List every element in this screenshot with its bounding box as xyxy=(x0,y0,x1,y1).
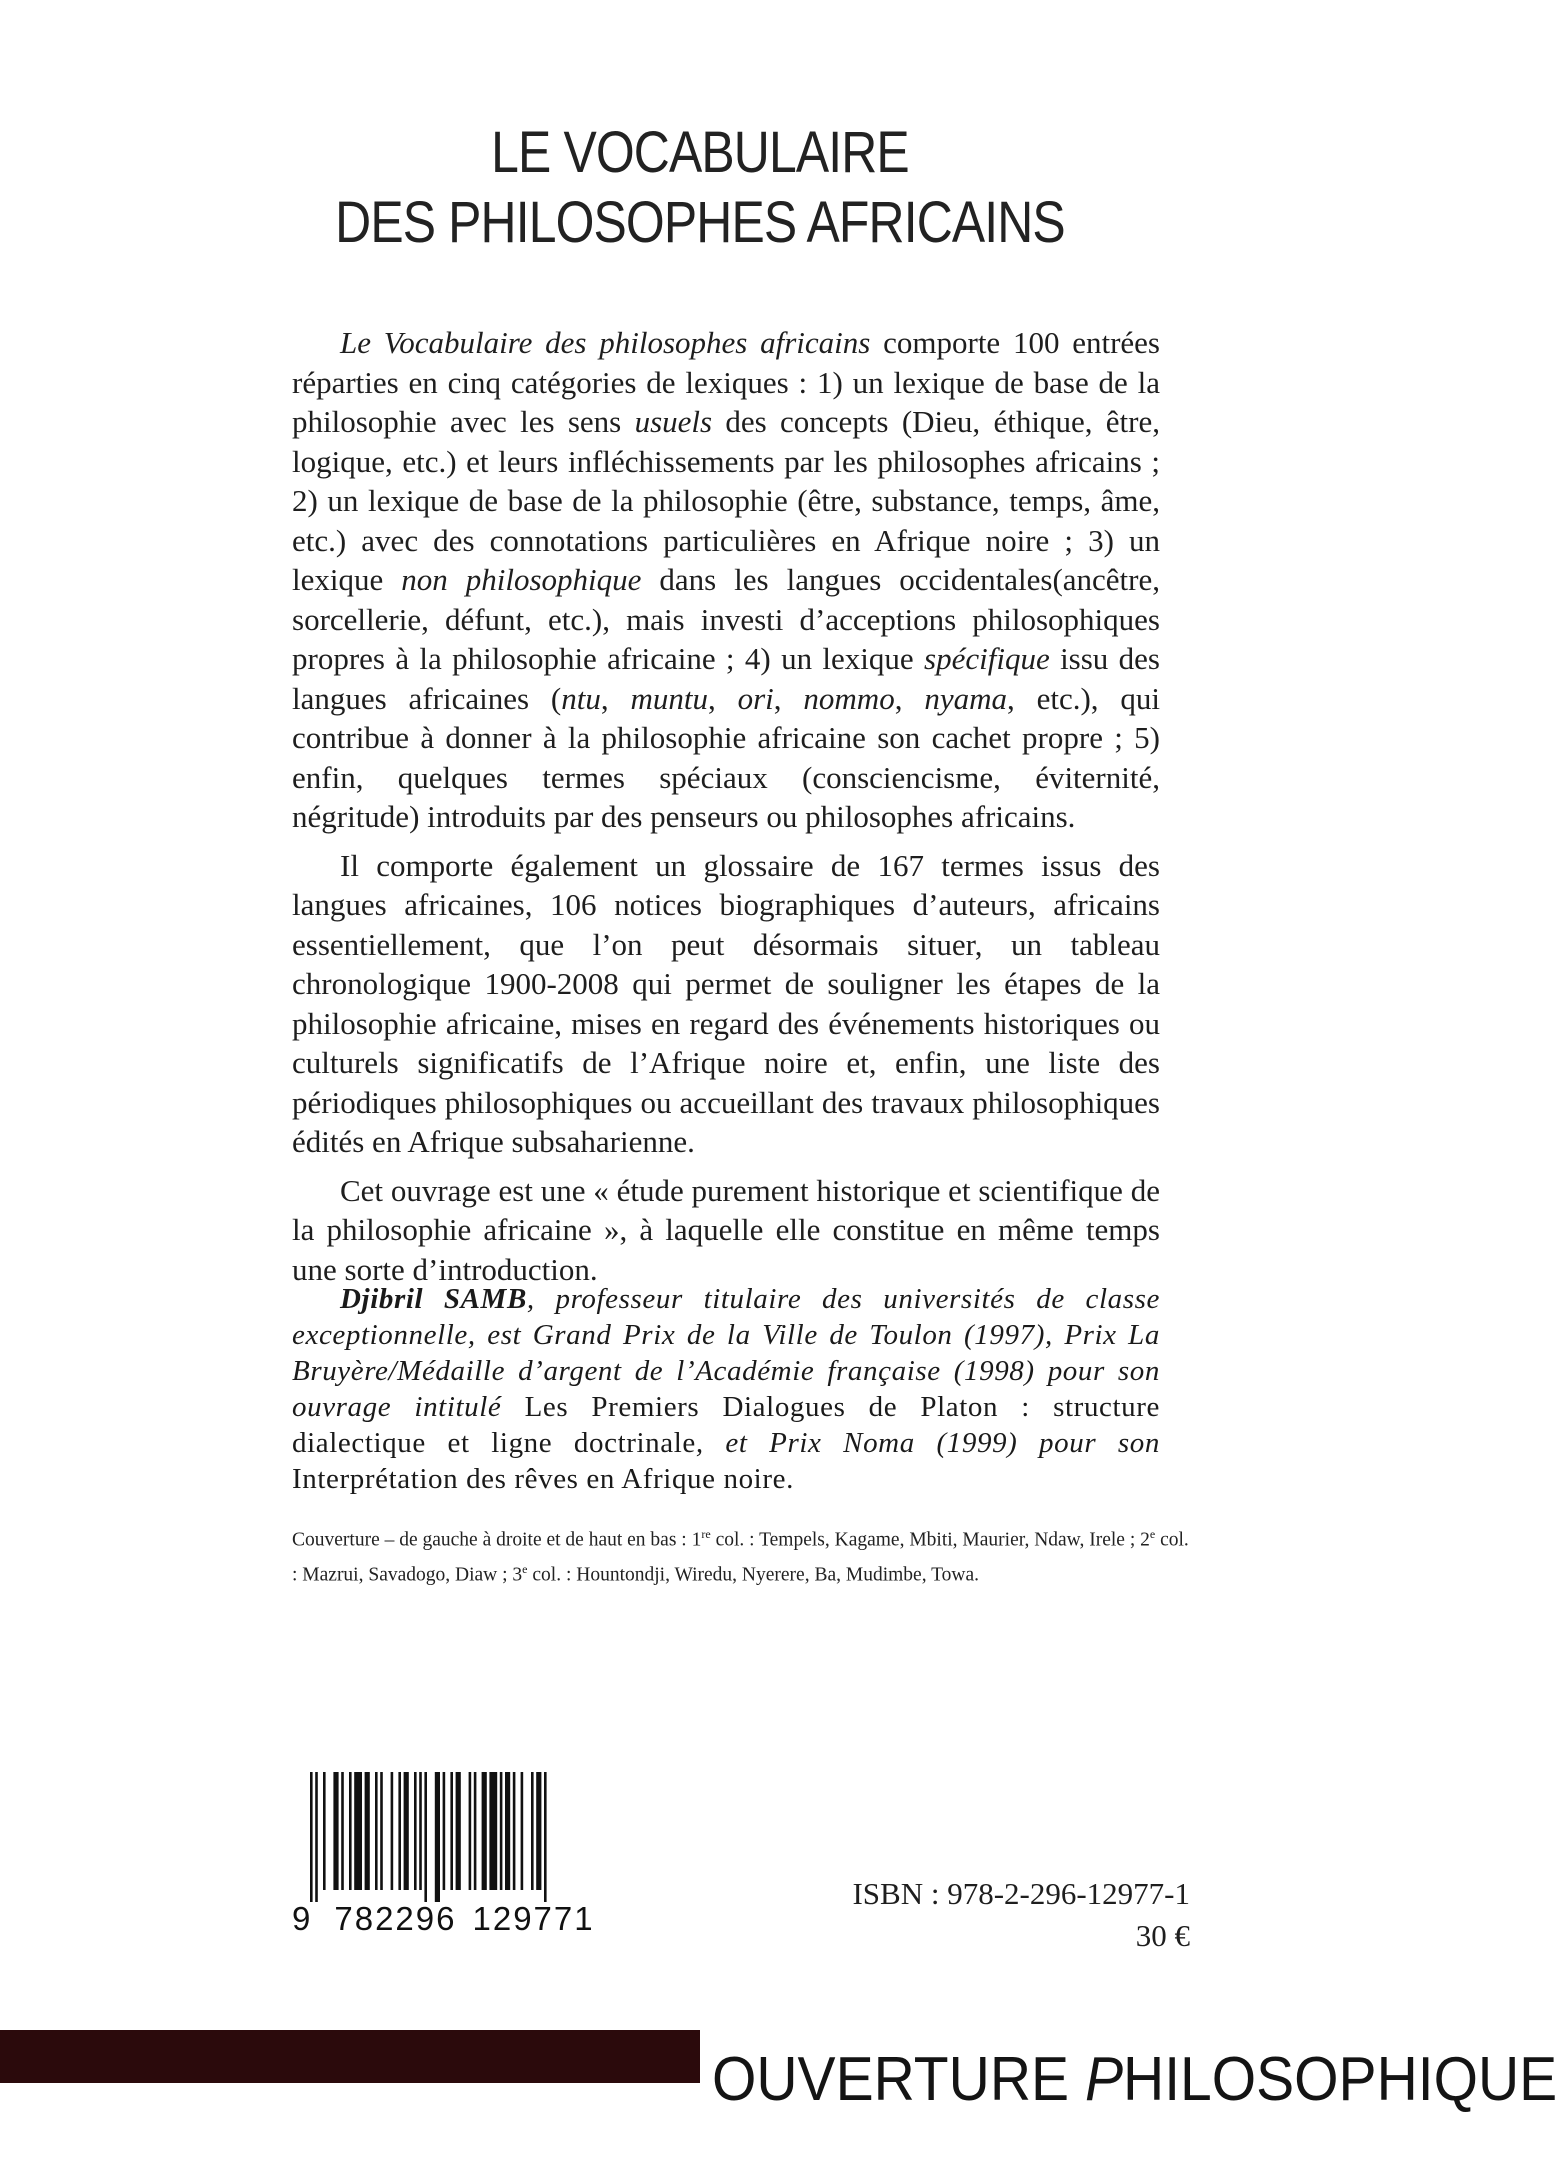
barcode-bar xyxy=(323,1772,326,1890)
isbn-block xyxy=(852,1873,1190,1957)
barcode-bar xyxy=(500,1772,503,1890)
barcode-bar xyxy=(424,1772,427,1902)
barcode-bar xyxy=(380,1772,383,1890)
barcode xyxy=(292,1772,616,1944)
barcode-bar xyxy=(398,1772,401,1890)
barcode-bar xyxy=(544,1772,547,1902)
barcode-bar xyxy=(489,1772,497,1890)
author-name: Djibril SAMB xyxy=(340,1283,527,1315)
barcode-bar xyxy=(349,1772,352,1890)
barcode-bar xyxy=(404,1772,409,1890)
barcode-bar xyxy=(505,1772,510,1890)
barcode-bar xyxy=(333,1772,338,1890)
barcode-bar xyxy=(435,1772,440,1902)
barcode-bar xyxy=(521,1772,524,1890)
barcode-bar xyxy=(391,1772,394,1890)
contents-paragraph: Il comporte également un glossaire de 167 termes issus des langues africaines, 106 notices biographiques d’auteurs, africains essentiellement, que l’on peut désormais situer, un tableau chronologique 1900-2008 qui permet de souligner les étapes de la philosophie africaine, mises en regard des événements historiques ou culturels significatifs de l’Afrique noire et, enfin, une liste des périodiques philosophiques ou accueillant des travaux philosophiques édités en Afrique subsaharienne. xyxy=(292,847,1160,1159)
summary-paragraph: Cet ouvrage est une « étude purement historique et scientifique de la philosophie africaine », à laquelle elle constitue en même temps une sorte d’introduction. xyxy=(292,1172,1160,1287)
barcode-bar xyxy=(536,1772,541,1890)
barcode-bar xyxy=(482,1772,487,1890)
book-title xyxy=(98,118,1302,258)
barcode-bar xyxy=(531,1772,534,1890)
work-title-1: Les Premiers Dialogues de Platon : structure dialectique et ligne doctrinale xyxy=(292,1391,1160,1459)
barcode-digits: 9 782296 129771 xyxy=(292,1900,595,1937)
title-line-2: DES PHILOSOPHES AFRICAINS xyxy=(335,190,1065,255)
barcode-bar xyxy=(414,1772,417,1890)
price: 30 € xyxy=(1135,1918,1190,1953)
title-line-1: LE VOCABULAIRE xyxy=(491,120,909,185)
barcode-bar xyxy=(315,1772,318,1902)
barcode-bar xyxy=(365,1772,370,1890)
barcode-bar xyxy=(375,1772,378,1890)
work-title-2: Interprétation des rêves en Afrique noire xyxy=(292,1463,787,1495)
barcode-bars xyxy=(292,1772,616,1902)
description-text xyxy=(292,323,1160,1291)
series-bar xyxy=(0,2030,700,2083)
author-bio: Djibril SAMB, professeur titulaire des universités de classe exceptionnelle, est Grand Prix de la Ville de Toulon (1997), Prix La Bruyère/Médaille d’argent de l’Académie française (1998) pour son ouvrage intitulé Les Premiers Dialogues de Platon : structure dialectique et ligne doctrinale, et Prix Noma (1999) pour son Interprétation des rêves en Afrique noire. xyxy=(292,1283,1160,1495)
barcode-bar xyxy=(419,1772,422,1890)
barcode-bar xyxy=(513,1772,516,1890)
barcode-bar xyxy=(310,1772,313,1902)
barcode-bar xyxy=(341,1772,344,1890)
barcode-bar xyxy=(450,1772,453,1890)
barcode-bar xyxy=(354,1772,362,1890)
isbn-number: ISBN : 978-2-296-12977-1 xyxy=(852,1876,1190,1911)
series-name: OUVERTURE PHILOSOPHIQUE xyxy=(712,2045,1557,2114)
barcode-bar xyxy=(474,1772,477,1890)
intro-paragraph: Le Vocabulaire des philosophes africains comporte 100 entrées réparties en cinq catégories de lexiques : 1) un lexique de base de la philosophie avec les sens usuels des concepts (Dieu, éthique, être, logique, etc.) et leurs infléchissements par les philosophes africains ; 2) un lexique de base de la philosophie (être, substance, temps, âme, etc.) avec des connotations particulières en Afrique noire ; 3) un lexique non philosophique dans les langues occidentales(ancêtre, sorcellerie, défunt, etc.), mais investi d’acceptions philosophiques propres à la philosophie africaine ; 4) un lexique spécifique issu des langues africaines (ntu, muntu, ori, nommo, nyama, etc.), qui contribue à donner à la philosophie africaine son cachet propre ; 5) enfin, quelques termes spéciaux (consciencisme, éviternité, négritude) introduits par des penseurs ou philosophes africains. xyxy=(292,325,1161,834)
barcode-bar xyxy=(469,1772,472,1890)
cover-caption: Couverture – de gauche à droite et de haut en bas : 1re col. : Tempels, Kagame, Mbiti, Maurier, Ndaw, Irele ; 2e col. : Mazrui, Savadogo, Diaw ; 3e col. : Hountondji, Wiredu, Nyerere, Ba, Mudimbe, Towa. xyxy=(292,1527,1189,1585)
book-title-italic: Le Vocabulaire des philosophes africains xyxy=(340,325,871,360)
barcode-bar xyxy=(443,1772,446,1890)
barcode-bar xyxy=(456,1772,461,1890)
